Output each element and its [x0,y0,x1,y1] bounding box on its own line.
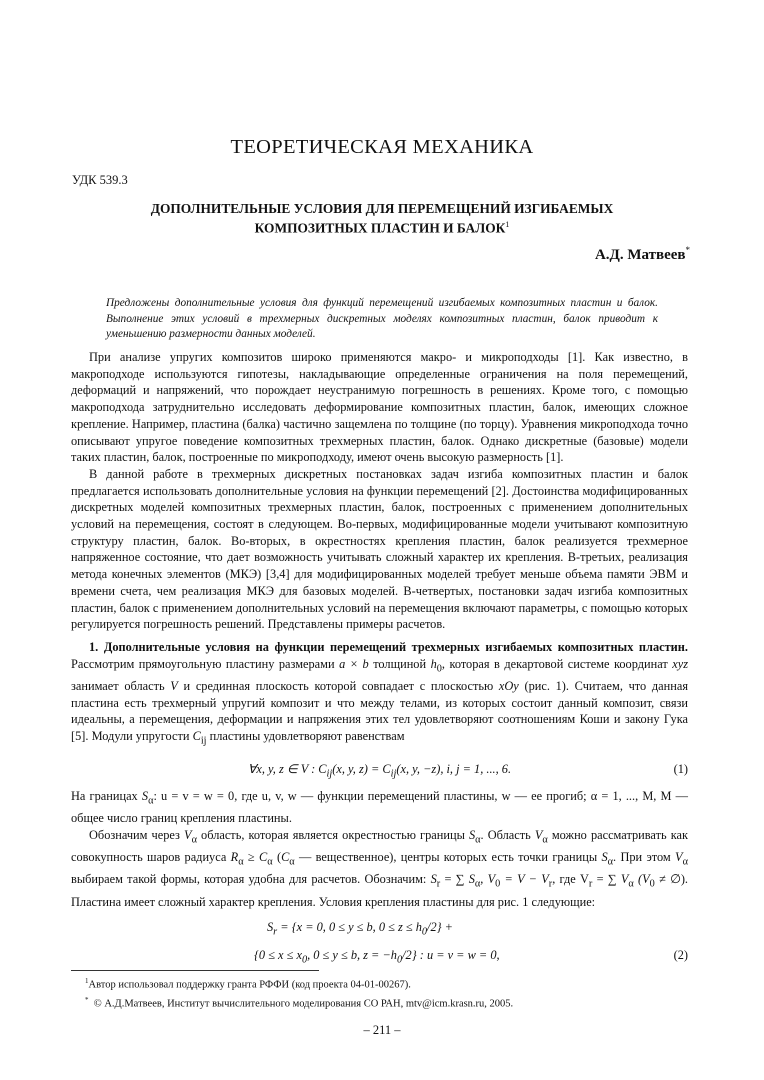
math-xyz: xyz [672,656,689,671]
math-V-Vr: = V − V [504,872,549,887]
section1-text: Рассмотрим прямоугольную пластину размерами [71,656,335,671]
paragraph-3-text: : u = v = w = 0, где u, v, w — функции перемещений пластины, w — ее прогиб; α = 1, ..., M, M — общее число границ крепления пластины. [71,789,689,826]
body-text [71,349,688,966]
paragraph-4-text: можно рассматривать как совокупность шаров радиуса [71,827,688,865]
math-V: V [184,827,192,842]
equation-number-2: (2) [673,948,688,963]
math-S: S [141,789,149,804]
math-V: V [675,850,683,865]
math-sub: r [436,878,441,890]
paragraph-4-text: ≥ [247,850,255,865]
paragraph-4-text: , где V [552,872,589,887]
paragraph-2: В данной работе в трехмерных дискретных постановках задач изгиба композитных пластин и балок предлагается использовать дополнительные условия на функции перемещений [2]. Достоинства модифицированных дискретных моделей композитных трехмерных пластин, балок, построенных с применением дополнительных условий на перемещения, состоят в следующем. Во-первых, модифицированные модели учитывают композитную структуру пластин, балок. Во-вторых, в окрестностях крепления пластин, балок реализуется трехмерное напряженное состояние, что дает возможность учитывать сложный характер их крепления. В-третьих, реализация метода конечных элементов (МКЭ) [3,4] для модифицированных моделей требует меньше объема памяти ЭВМ и времени счета, чем реализация МКЭ для базовых моделей. В-четвертых, постановки задач изгиба композитных пластин, балок с применением дополнительных условий на перемещения включают параметры, с помощью которых регулируется погрешность решений. Представлены примеры расчетов. [71,466,688,632]
eq2-sub: r [273,926,278,938]
eq2-part: , 0 ≤ y ≤ b, z = −h [307,948,397,963]
eq2-part: = {x = 0, 0 ≤ y ≤ b, 0 ≤ z ≤ h [280,920,422,935]
math-V: V [620,872,629,887]
section1-text: толщиной [373,656,427,671]
eq2-sub: 0 [301,954,308,966]
math-V0: , V [480,872,496,887]
paragraph-4-text: . При этом [613,850,671,865]
math-sub: α [628,878,634,890]
footnote-1-mark: 1 [85,977,89,985]
math-sub: 0 [436,663,442,675]
eq2-sub: 0 [421,926,428,938]
math-sub: α [267,856,273,868]
math-sub: α [475,834,481,846]
author-text: А.Д. Матвеев [594,247,686,263]
eq2-part: {0 ≤ x ≤ x [254,948,302,963]
paragraph-4-text: Обозначим через [89,827,180,842]
math-R: R [230,850,239,865]
paragraph-3-text: На границах [71,789,138,804]
math-S: S [468,872,475,887]
eq1-part: (x, y, z) = C [332,762,391,777]
math-S: S [468,827,476,842]
math-sub: α [542,834,548,846]
equation-2-line1 [71,916,688,938]
author-footnote-mark: * [685,245,690,255]
footnote-1 [71,974,691,993]
section1-text: занимает область [71,678,165,693]
paragraph-4-text: ≠ ∅). Пластина имеет сложный характер крепления. Условия крепления пластины для рис. 1 следующие: [71,872,689,909]
math-sub: α [607,856,614,868]
section1-text: , которая в декартовой системе координат [441,656,668,671]
math-sub: α [682,856,688,868]
math-sub: r [548,878,553,890]
math-sub: 0 [649,878,655,890]
math-C: C [281,850,290,865]
math-sub: α [191,834,197,846]
section1-text: и срединная плоскость которой совпадает с плоскостью [183,678,494,693]
math-V0: (V [638,872,650,887]
paragraph-4-text: = ∑ [596,872,617,887]
abstract: Предложены дополнительные условия для функций перемещений изгибаемых композитных пластин и балок. Выполнение этих условий в трехмерных дискретных моделях композитных пластин, балок приводит к уменьшению размерности данных моделей. [106,297,658,341]
udk-code: УДК 539.3 [72,173,128,187]
title-footnote-mark: 1 [505,220,510,229]
paper-title-line1: ДОПОЛНИТЕЛЬНЫЕ УСЛОВИЯ ДЛЯ ПЕРЕМЕЩЕНИЙ ИЗГИБАЕМЫХ [150,201,614,216]
math-sub: α [238,856,244,868]
eq2-sub: 0 [396,954,403,966]
section1-heading: 1. Дополнительные условия на функции перемещений трехмерных изгибаемых композитных пластин. [89,639,688,654]
eq2-part: S [267,920,274,935]
footnote-rule [71,970,319,971]
eq2-part: /2} : u = v = w = 0, [402,948,500,963]
footnotes [71,974,691,1011]
section1-text: (рис. 1). Считаем, что данная пластина есть трехмерный упругий композит и что между телами, из которых состоит данный композит, связи идеальны, а перемещения, деформации и напряжения этих тел удовлетворяют соотношениям Коши и закону Гука [5]. Модули упругости [71,678,688,743]
paragraph-4 [71,827,688,910]
equation-2-line2 [71,944,688,966]
math-sub: α [148,795,154,807]
footnote-2 [71,993,691,1012]
math-h: h [430,656,437,671]
equation-1 [71,759,688,779]
paragraph-4-text: — вещественное), центры которых есть точки границы [299,850,598,865]
math-sub: α [289,856,295,868]
eq1-part: ∀x, y, z ∈ V : C [247,762,327,777]
footnote-2-mark: * [85,995,89,1004]
section-title: ТЕОРЕТИЧЕСКАЯ МЕХАНИКА [230,136,534,158]
math-sub: 0 [495,878,501,890]
eq1-part: (x, y, −z), i, j = 1, ..., 6. [396,762,512,777]
paragraph-1: При анализе упругих композитов широко применяются макро- и микроподходы [1]. Как известно, в макроподходе используются гипотезы, накладывающие определенные ограничения на поля перемещений, деформаций и напряжений, что порождает неустранимую погрешность в решениях. Кроме того, с помощью макроподхода затруднительно исследовать деформирование композитных пластин, балок, имеющих сложное крепление. Например, пластина (балка) частично защемлена по толщине (по торцу). Уравнения микроподхода точно описывают упругое поведение композитных трехмерных пластин, балок. Однако дискретные (базовые) модели таких пластин, балок, построенные по микроподходу, имеют очень высокую размерность [1]. [71,350,688,465]
math-a-times-b: a × b [339,656,369,671]
paragraph-section1 [71,639,688,750]
paragraph-4-text: = ∑ [444,872,465,887]
footnote-2-text: © А.Д.Матвеев, Институт вычислительного моделирования СО РАН, mtv@icm.krasn.ru, 2005. [93,998,514,1009]
paragraph-4-text: . Область [480,827,531,842]
math-S: S [601,850,608,865]
paper-title-line2: КОМПОЗИТНЫХ ПЛАСТИН И БАЛОК [254,220,506,236]
page-number: – 211 – [363,1023,401,1037]
eq2-part: /2} + [427,920,453,935]
math-Cij: C [192,728,201,743]
math-sub: α [474,878,481,890]
math-xOy: xOy [498,678,519,693]
author-name [595,245,690,264]
math-sub: r [588,878,593,890]
math-S: S [430,872,437,887]
math-C: C [259,850,268,865]
paragraph-3 [71,788,688,827]
eq1-sub: ij [390,768,397,780]
paragraph-4-text: область, которая является окрестностью границы [201,827,465,842]
math-sub: ij [200,735,207,747]
paragraph-4-text: выбираем такой формы, которая удобна для расчетов. Обозначим: [71,872,427,887]
math-V: V [170,678,178,693]
eq1-sub: ij [326,768,333,780]
equation-number-1: (1) [673,762,688,777]
paragraph-4-text: ( [276,850,282,865]
section1-text: пластины удовлетворяют равенствам [209,728,405,743]
math-V: V [534,827,543,842]
paper-title [60,201,704,236]
footnote-1-text: Автор использовал поддержку гранта РФФИ (код проекта 04-01-00267). [88,979,411,991]
